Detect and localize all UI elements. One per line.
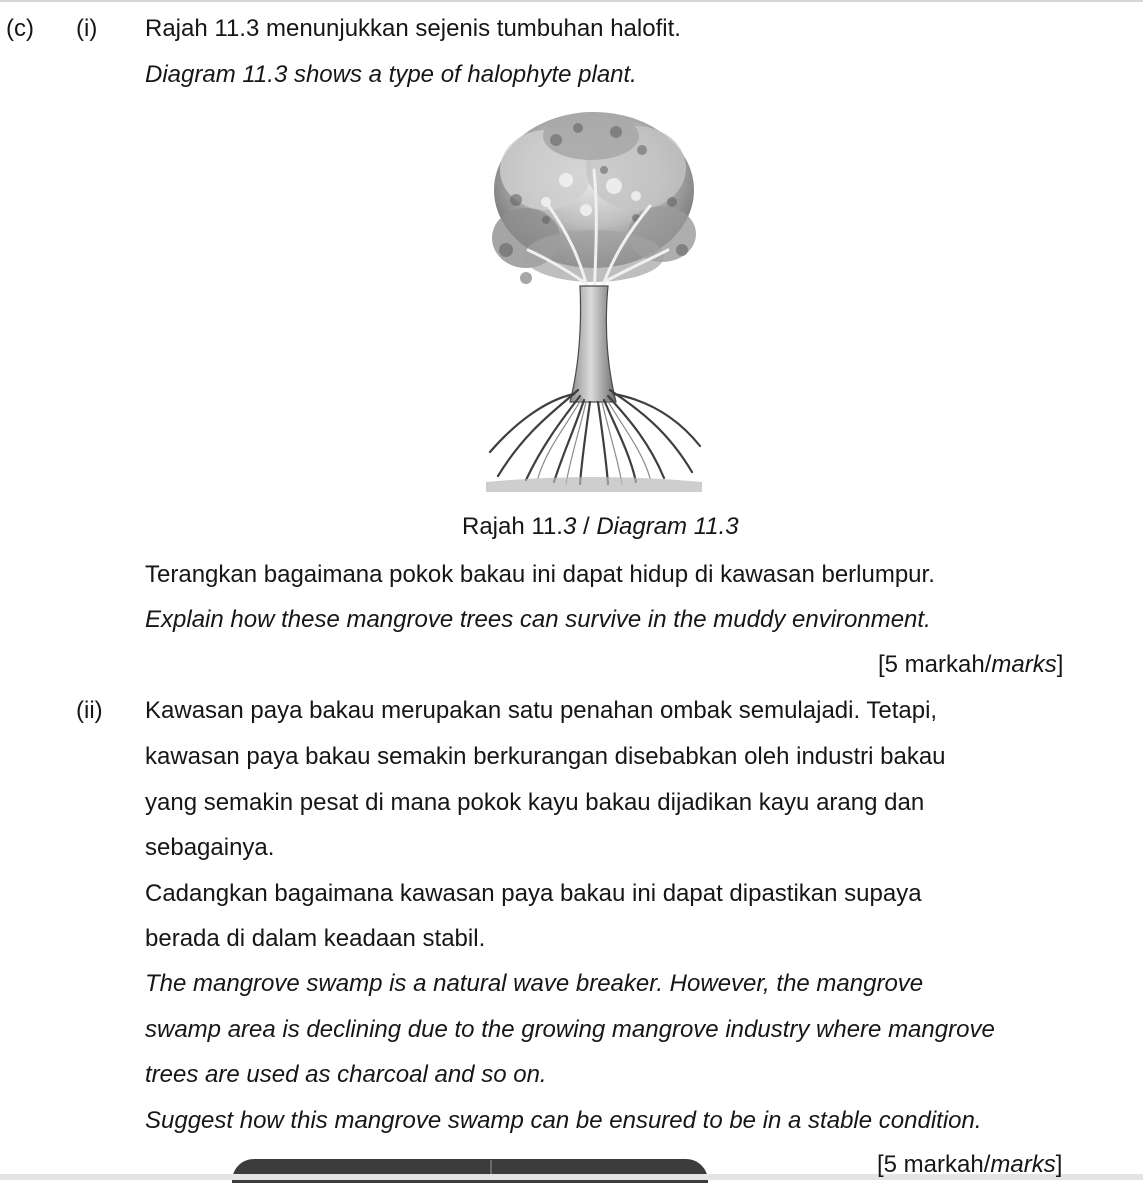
intro-text-en: Diagram 11.3 shows a type of halophyte plant.: [145, 61, 637, 88]
caption-separator: /: [576, 513, 597, 540]
suggest-ms-line-1: Cadangkan bagaimana kawasan paya bakau ini dapat dipastikan supaya: [145, 880, 922, 907]
marks-en: marks: [990, 1151, 1056, 1178]
caption-en: Diagram 11.3: [596, 513, 739, 540]
intro-text-ms: Rajah 11.3 menunjukkan sejenis tumbuhan halofit.: [145, 15, 681, 42]
marks-label-i: [878, 650, 1063, 680]
top-border: [0, 0, 1143, 2]
question-text-en: Explain how these mangrove trees can survive in the muddy environment.: [145, 606, 931, 633]
tree-trunk: [570, 286, 616, 402]
marks-open: [5 markah/: [877, 1151, 991, 1178]
marks-label-ii: [877, 1150, 1062, 1180]
paragraph-ms-line-2: kawasan paya bakau semakin berkurangan disebabkan oleh industri bakau: [145, 743, 946, 770]
caption-number: 3: [562, 513, 577, 540]
diagram-caption: [462, 512, 739, 542]
suggest-ms-line-2: berada di dalam keadaan stabil.: [145, 925, 486, 952]
marks-en: marks: [991, 651, 1057, 678]
mangrove-tree-illustration: [486, 110, 702, 492]
paragraph-en-line-1: The mangrove swamp is a natural wave breaker. However, the mangrove: [145, 970, 924, 997]
subquestion-i-label: (i): [76, 15, 98, 42]
question-text-ms: Terangkan bagaimana pokok bakau ini dapat hidup di kawasan berlumpur.: [145, 561, 935, 588]
suggest-en: Suggest how this mangrove swamp can be ensured to be in a stable condition.: [145, 1107, 982, 1134]
tree-prop-roots: [490, 390, 700, 484]
marks-close: ]: [1055, 1151, 1063, 1178]
marks-close: ]: [1056, 651, 1064, 678]
subquestion-ii-label: (ii): [76, 697, 103, 724]
paragraph-ms-line-1: Kawasan paya bakau merupakan satu penahan ombak semulajadi. Tetapi,: [145, 697, 938, 724]
caption-ms: Rajah 11.: [462, 513, 563, 540]
paragraph-en-line-2: swamp area is declining due to the growing mangrove industry where mangrove: [145, 1016, 995, 1043]
paragraph-en-line-3: trees are used as charcoal and so on.: [145, 1061, 547, 1088]
paragraph-ms-line-4: sebagainya.: [145, 834, 275, 861]
question-c-label: (c): [6, 15, 34, 42]
paragraph-ms-line-3: yang semakin pesat di mana pokok kayu bakau dijadikan kayu arang dan: [145, 789, 925, 816]
tree-crown: [492, 112, 696, 284]
marks-open: [5 markah/: [878, 651, 992, 678]
mud-ground: [486, 477, 702, 492]
